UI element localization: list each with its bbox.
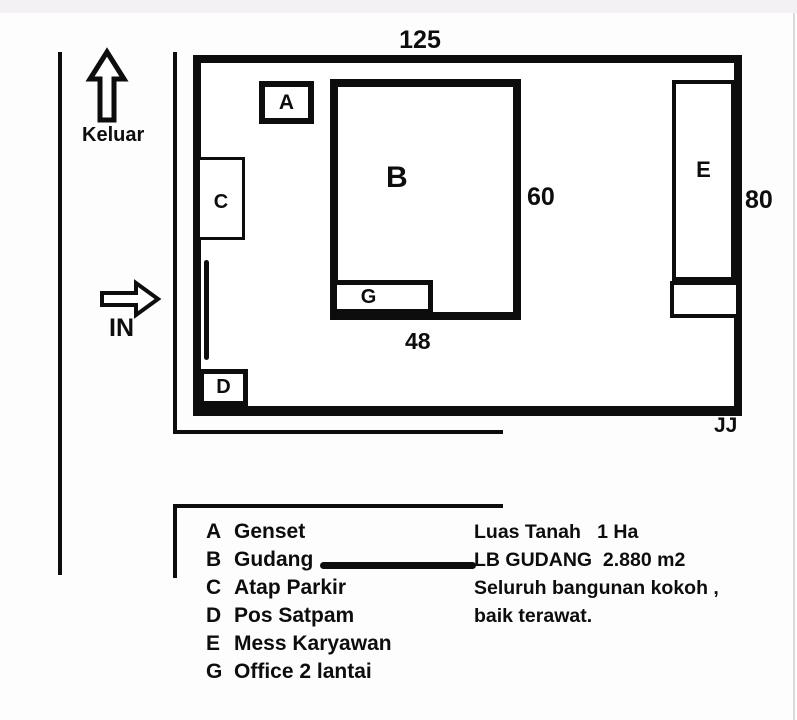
street-name-label: JJ [714, 414, 738, 437]
building-a [259, 81, 314, 124]
carport-fence-line [204, 260, 209, 360]
legend-item-a [206, 518, 392, 546]
building-c [197, 157, 245, 240]
dim-top: 125 [399, 26, 441, 54]
building-e [672, 80, 735, 281]
legend-item-g [206, 658, 392, 686]
legend-key: E [206, 632, 221, 655]
legend-key: C [206, 576, 222, 599]
top-band [0, 0, 797, 13]
info-condition-1: Seluruh bangunan kokoh , [474, 577, 719, 599]
building-c-label: C [213, 191, 229, 213]
street-line-outer [58, 52, 62, 575]
building-a-label: A [278, 90, 295, 114]
legend-key: G [206, 660, 223, 683]
building-b-label: B [386, 161, 408, 194]
legend-item-b [206, 546, 392, 574]
legend-label: Gudang [234, 548, 314, 571]
legend-key: A [206, 520, 222, 543]
in-arrow-right-icon [98, 279, 162, 319]
legend-label: Pos Satpam [234, 604, 355, 627]
legend-label: Genset [234, 520, 306, 543]
dim-b-bottom: 48 [405, 328, 431, 354]
dim-e-right: 80 [745, 186, 773, 214]
legend-label: Mess Karyawan [234, 632, 392, 655]
property-info [474, 518, 719, 630]
legend-label: Office 2 lantai [234, 660, 372, 683]
street-line-bottom [173, 430, 503, 434]
info-land-area: Luas Tanah 1 Ha [474, 521, 639, 543]
legend-key: B [206, 548, 222, 571]
building-g [332, 280, 433, 314]
legend-item-d [206, 602, 392, 630]
legend-list [206, 518, 392, 686]
info-condition-2: baik terawat. [474, 605, 593, 627]
info-building-area: LB GUDANG 2.880 m2 [474, 549, 686, 571]
right-edge-line [793, 13, 795, 720]
gudang-connector-line [320, 562, 476, 569]
street-line-inner [173, 52, 177, 433]
legend-label: Atap Parkir [234, 576, 347, 599]
building-g-label: G [360, 285, 377, 308]
legend-key: D [206, 604, 222, 627]
building-e-annex [670, 281, 740, 318]
exit-label: Keluar [82, 124, 145, 146]
building-d [199, 369, 248, 406]
dim-b-right: 60 [527, 183, 555, 211]
building-d-label: D [216, 376, 231, 398]
in-label: IN [109, 314, 134, 342]
legend-item-e [206, 630, 392, 658]
building-e-label: E [696, 156, 711, 182]
legend-item-c [206, 574, 392, 602]
exit-arrow-up-icon [86, 48, 128, 124]
